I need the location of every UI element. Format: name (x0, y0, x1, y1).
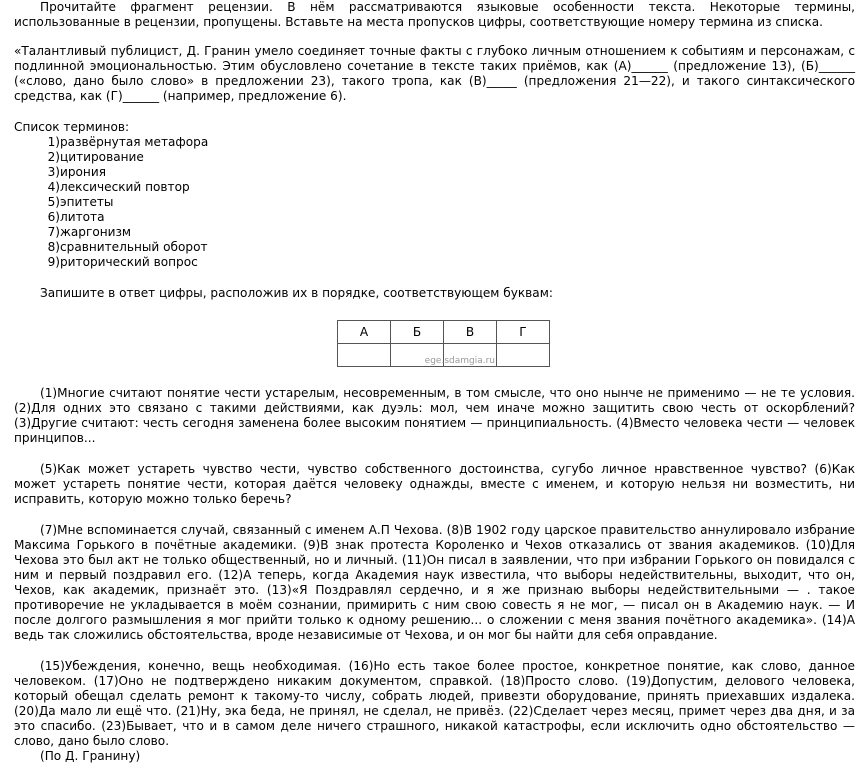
answer-header-a: А (338, 321, 391, 344)
answer-header-v: В (444, 321, 497, 344)
answer-table (337, 320, 550, 367)
term-item: 9) риторический вопрос (47, 255, 198, 269)
answer-cell-v[interactable] (424, 344, 497, 367)
text-paragraph-2: (5)Как может устареть чувство чести, чувство собственного достоинства, сугубо личное нравственное чувство? (6)Как может устареть понятие чести, которая даётся человеку однажды, вместе с именем, и которую нельзя ни возместить, ни исправить, которую можно только беречь? (14, 462, 855, 506)
text-paragraph-1: (1)Многие считают понятие чести устарелым, несовременным, в том смысле, что оно нынче не применимо — не те условия. (2)Для одних это связано с такими действиями, как дуэль: мол, чем иначе можно защитить свою честь от оскорблений? (3)Другие считают: честь сегодня заменена более высоким понятием — принципиальность. (4)Вместо человека чести — человек принципов... (14, 386, 855, 445)
term-item: 4) лексический повтор (47, 180, 190, 194)
term-item: 3) ирония (47, 165, 106, 179)
term-item: 8) сравнительный оборот (47, 240, 208, 254)
text-paragraph-3: (7)Мне вспоминается случай, связанный с именем А.П Чехова. (8)В 1902 году царское правительство аннулировало избрание Максима Горького в почётные академики. (9)В знак протеста Короленко и Чехов отказались от звания академиков. (10)Для Чехова это был акт не только общественный, но и личный. (11)Он писал в заявлении, что при избрании Горького он повидался с ним и первый поздравил его. (12)А теперь, когда Академия наук известила, что выборы недействительны, выходит, что он, Чехов, как академик, признаёт это. (13)«Я Поздравлял сердечно, и я же признаю выборы недействительными — . такое противоречие не укладывается в моём сознании, примирить с ним свою совесть я не мог, — писал он в Академию наук. — И после долгого размышления я мог прийти только к одному решению... о сложении с меня звания почётного академика». (14)А ведь так сложились обстоятельства, вроде независимые от Чехова, и он мог бы найти для себя оправдание. (14, 523, 855, 642)
text-paragraph-4: (15)Убеждения, конечно, вещь необходимая. (16)Но есть такое более простое, конкретное понятие, как слово, данное человеком. (17)Оно не подтверждено никаким документом, справкой. (18)Просто слово. (19)Допустим, делового человека, который обещал сделать ремонт к такому-то числу, собрать людей, привезти оборудование, принять приехавших издалека. (20)Да мало ли ещё что. (21)Ну, эка беда, не принял, не сделал, не привёз. (22)Сделает через месяц, примет через два дня, и за это спасибо. (23)Бывает, что и в самом деле ничего страшного, никакой катастрофы, если исключить одно обстоятельство — слово, дано было слово. (14, 659, 855, 748)
terms-list-title: Список терминов: (14, 120, 130, 134)
term-item: 2) цитирование (47, 150, 144, 164)
term-item: 1) развёрнутая метафора (47, 135, 209, 149)
answer-header-b: Б (391, 321, 444, 344)
text-source: (По Д. Гранину) (40, 749, 141, 763)
term-item: 6) литота (47, 210, 105, 224)
task-intro: Прочитайте фрагмент рецензии. В нём рассматриваются языковые особенности текста. Некоторые термины, использованные в рецензии, пропущены. Вставьте на места пропусков цифры, соответствующие номеру термина из списка. (14, 0, 855, 29)
terms-list (14, 135, 855, 270)
answer-instruction: Запишите в ответ цифры, расположив их в порядке, соответствующем буквам: (40, 286, 553, 300)
answer-cell-g[interactable] (497, 344, 550, 367)
answer-header-g: Г (497, 321, 550, 344)
term-item: 5) эпитеты (47, 195, 114, 209)
term-item: 7) жаргонизм (47, 225, 132, 239)
watermark: ege.sdamgia.ru (424, 356, 495, 366)
review-fragment: «Талантливый публицист, Д. Гранин умело соединяет точные факты с глубоко личным отношением к событиям и персонажам, с подлинной эмоциональностью. Этим обусловлено сочетание в тексте таких приёмов, как (А)______ (предложение 13), (Б)______ («слово, дано было слово» в предложении 23), такого тропа, как (В)_____ (предложения 21—22), и такого синтаксического средства, как (Г)______ (например, предложение 6). (14, 44, 855, 103)
answer-cell-a[interactable] (338, 344, 391, 367)
